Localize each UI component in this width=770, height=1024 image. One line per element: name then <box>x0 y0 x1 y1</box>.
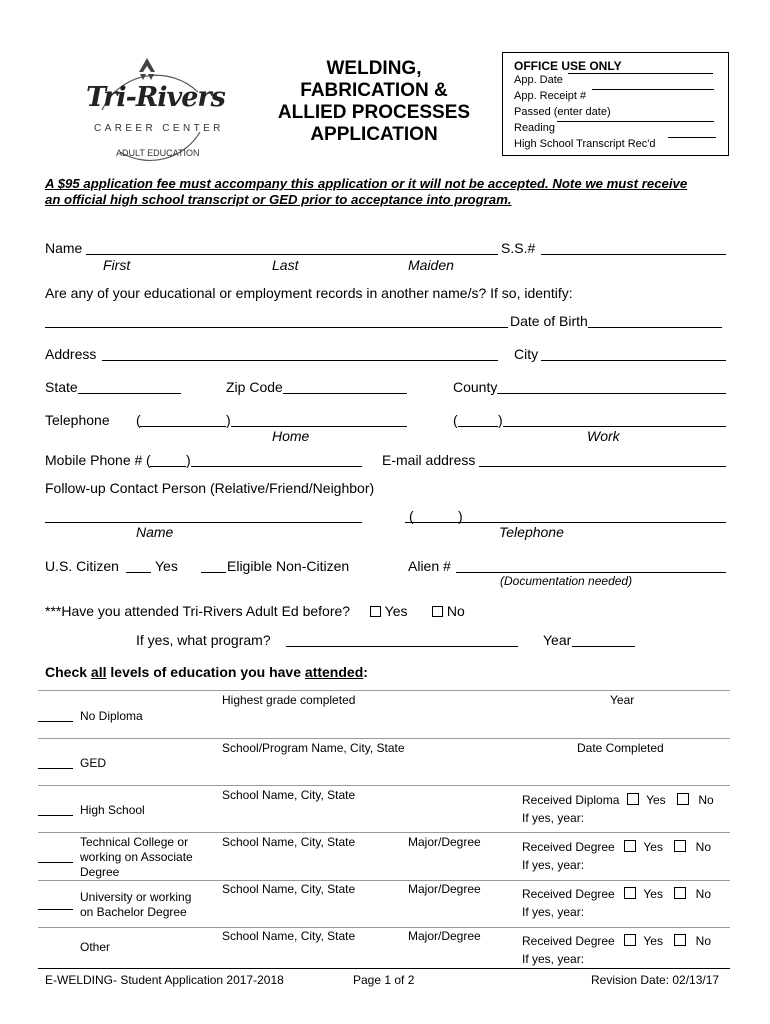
no-diploma-col1: Highest grade completed <box>222 693 356 707</box>
which-program-field[interactable] <box>286 632 518 647</box>
transcript-label: High School Transcript Rec'd <box>514 138 656 150</box>
other-yes-label: Yes <box>643 934 663 948</box>
mobile-paren-close: ) <box>186 452 191 468</box>
technical-blank[interactable] <box>38 850 73 863</box>
office-use-box <box>502 52 729 156</box>
other-col2: Major/Degree <box>408 929 481 943</box>
dob-field[interactable] <box>588 313 722 328</box>
high-school-received-label: Received Diploma <box>522 793 620 807</box>
footer-page: Page 1 of 2 <box>353 973 415 987</box>
which-program-label: If yes, what program? <box>136 632 271 648</box>
contact-paren-open: ( <box>409 508 414 524</box>
mobile-paren-open: ( <box>146 452 151 468</box>
attended-question: ***Have you attended Tri-Rivers Adult Ed before? <box>45 603 351 619</box>
technical-col1: School Name, City, State <box>222 835 356 849</box>
transcript-field[interactable] <box>668 137 716 138</box>
title-line-2: FABRICATION & <box>300 80 448 101</box>
citizen-yes-label: Yes <box>155 558 178 574</box>
no-diploma-label: No Diploma <box>80 709 143 723</box>
other-received <box>522 934 711 948</box>
university-blank[interactable] <box>38 897 73 910</box>
ged-blank[interactable] <box>38 756 73 769</box>
attended-no-option <box>432 603 465 619</box>
fee-notice-line-2: an official high school transcript or GED prior to acceptance into program. <box>45 192 512 207</box>
technical-received-label: Received Degree <box>522 840 615 854</box>
citizen-yes-blank[interactable] <box>126 558 151 573</box>
high-school-label: High School <box>80 803 145 817</box>
eligible-label: Eligible Non-Citizen <box>227 558 350 574</box>
app-date-field[interactable] <box>568 73 713 74</box>
home-paren-close: ) <box>226 412 231 428</box>
technical-label <box>80 835 193 880</box>
mobile-area-code-field[interactable] <box>150 452 186 467</box>
technical-no-checkbox[interactable] <box>674 840 686 852</box>
education-heading-mid: levels of education you have <box>106 664 305 680</box>
app-date-label: App. Date <box>514 74 563 86</box>
high-school-blank[interactable] <box>38 803 73 816</box>
other-names-question: Are any of your educational or employment records in another name/s? If so, identify: <box>45 285 573 301</box>
technical-received <box>522 840 711 854</box>
first-caption: First <box>103 257 131 273</box>
logo-name: Tri-Rivers <box>86 82 225 113</box>
university-yes-checkbox[interactable] <box>624 887 636 899</box>
ss-field[interactable] <box>541 240 726 255</box>
education-heading-post: : <box>363 664 368 680</box>
edu-divider-1 <box>38 690 730 691</box>
technical-label-line-3: Degree <box>80 865 120 879</box>
work-area-code-field[interactable] <box>458 412 498 427</box>
contact-name-caption: Name <box>136 524 174 540</box>
attended-no-label: No <box>446 603 465 619</box>
ged-date-label: Date Completed <box>577 741 664 755</box>
home-area-code-field[interactable] <box>140 412 226 427</box>
other-col1: School Name, City, State <box>222 929 356 943</box>
edu-divider-5 <box>38 880 730 881</box>
address-field[interactable] <box>102 346 498 361</box>
zip-field[interactable] <box>283 379 407 394</box>
technical-yes-checkbox[interactable] <box>624 840 636 852</box>
mobile-label: Mobile Phone # <box>45 452 143 468</box>
mobile-phone-field[interactable] <box>191 452 362 467</box>
work-phone-field[interactable] <box>503 412 726 427</box>
other-label: Other <box>80 940 111 954</box>
logo-subtitle: CAREER CENTER <box>94 123 224 134</box>
attended-yes-checkbox[interactable] <box>370 606 381 617</box>
work-caption: Work <box>587 428 620 444</box>
alien-field[interactable] <box>456 558 726 573</box>
university-no-checkbox[interactable] <box>674 887 686 899</box>
city-field[interactable] <box>541 346 726 361</box>
name-field[interactable] <box>86 240 498 255</box>
title-line-3: ALLIED PROCESSES <box>277 102 471 123</box>
edu-divider-2 <box>38 738 730 739</box>
citizen-label: U.S. Citizen <box>45 558 119 574</box>
alien-label: Alien # <box>408 558 451 574</box>
office-use-heading: OFFICE USE ONLY <box>514 59 622 73</box>
fee-notice-line-1: A $95 application fee must accompany this application or it will not be accepted. Note we must receive <box>45 176 688 191</box>
fee-notice <box>45 176 687 208</box>
footer-revision: Revision Date: 02/13/17 <box>591 973 720 987</box>
other-yes-checkbox[interactable] <box>624 934 636 946</box>
education-heading-all: all <box>90 664 107 680</box>
contact-phone-caption: Telephone <box>499 524 564 540</box>
title-line-1: WELDING, <box>326 58 422 79</box>
technical-label-line-1: Technical College or <box>80 835 189 849</box>
university-col2: Major/Degree <box>408 882 481 896</box>
reading-label: Reading <box>514 122 555 134</box>
technical-ifyes: If yes, year: <box>522 858 585 872</box>
university-label-line-2: on Bachelor Degree <box>80 905 187 919</box>
document-title <box>258 58 490 146</box>
technical-no-label: No <box>695 840 712 854</box>
attended-no-checkbox[interactable] <box>432 606 443 617</box>
state-field[interactable] <box>78 379 181 394</box>
app-receipt-label: App. Receipt # <box>514 90 587 102</box>
high-school-col1: School Name, City, State <box>222 788 356 802</box>
contact-phone-field[interactable] <box>405 508 726 523</box>
high-school-yes-checkbox[interactable] <box>627 793 639 805</box>
other-names-field[interactable] <box>45 313 508 328</box>
other-no-label: No <box>695 934 712 948</box>
reading-field[interactable] <box>557 121 714 122</box>
title-line-4: APPLICATION <box>310 124 438 145</box>
ged-col1: School/Program Name, City, State <box>222 741 405 755</box>
county-label: County <box>453 379 498 395</box>
technical-col2: Major/Degree <box>408 835 481 849</box>
university-received <box>522 887 711 901</box>
university-ifyes: If yes, year: <box>522 905 585 919</box>
education-heading-pre: Check <box>45 664 91 680</box>
university-received-label: Received Degree <box>522 887 615 901</box>
ged-label: GED <box>80 756 107 770</box>
zip-label: Zip Code <box>226 379 283 395</box>
university-label-line-1: University or working <box>80 890 192 904</box>
county-field[interactable] <box>497 379 726 394</box>
education-heading-attended: attended <box>304 664 364 680</box>
edu-divider-6 <box>38 927 730 928</box>
footer-rule <box>38 968 730 969</box>
education-heading <box>45 664 368 680</box>
technical-label-line-2: working on Associate <box>80 850 193 864</box>
dob-label: Date of Birth <box>510 313 588 329</box>
university-col1: School Name, City, State <box>222 882 356 896</box>
eligible-blank[interactable] <box>201 558 226 573</box>
app-receipt-field[interactable] <box>592 89 714 90</box>
university-no-label: No <box>695 887 712 901</box>
high-school-yes-label: Yes <box>646 793 666 807</box>
email-field[interactable] <box>479 452 726 467</box>
high-school-received <box>522 793 714 807</box>
work-paren-open: ( <box>453 412 458 428</box>
documentation-note: (Documentation needed) <box>500 574 633 588</box>
state-label: State <box>45 379 78 395</box>
address-label: Address <box>45 346 97 362</box>
telephone-label: Telephone <box>45 412 110 428</box>
university-yes-label: Yes <box>643 887 663 901</box>
contact-name-field[interactable] <box>45 508 362 523</box>
logo <box>80 52 225 162</box>
work-paren-close: ) <box>498 412 503 428</box>
program-year-label: Year <box>543 632 572 648</box>
program-year-field[interactable] <box>572 632 635 647</box>
city-label: City <box>514 346 539 362</box>
no-diploma-year-label: Year <box>610 693 635 707</box>
attended-yes-option <box>370 603 407 619</box>
no-diploma-blank[interactable] <box>38 709 73 722</box>
edu-divider-3 <box>38 785 730 786</box>
maiden-caption: Maiden <box>408 257 454 273</box>
last-caption: Last <box>272 257 299 273</box>
technical-yes-label: Yes <box>643 840 663 854</box>
logo-dept: ADULT EDUCATION <box>116 148 200 158</box>
footer-left: E-WELDING- Student Application 2017-2018 <box>45 973 284 987</box>
followup-label: Follow-up Contact Person (Relative/Friend/Neighbor) <box>45 480 375 496</box>
other-no-checkbox[interactable] <box>674 934 686 946</box>
name-label: Name <box>45 240 83 256</box>
high-school-no-checkbox[interactable] <box>677 793 689 805</box>
ss-label: S.S.# <box>501 240 536 256</box>
contact-paren-close: ) <box>458 508 463 524</box>
home-paren-open: ( <box>136 412 141 428</box>
university-label <box>80 890 191 920</box>
home-caption: Home <box>272 428 310 444</box>
attended-yes-label: Yes <box>384 603 408 619</box>
other-ifyes: If yes, year: <box>522 952 585 966</box>
other-received-label: Received Degree <box>522 934 615 948</box>
high-school-no-label: No <box>698 793 714 807</box>
home-phone-field[interactable] <box>231 412 407 427</box>
passed-label: Passed (enter date) <box>514 106 611 118</box>
edu-divider-4 <box>38 832 730 833</box>
high-school-ifyes: If yes, year: <box>522 811 585 825</box>
email-label: E-mail address <box>382 452 476 468</box>
